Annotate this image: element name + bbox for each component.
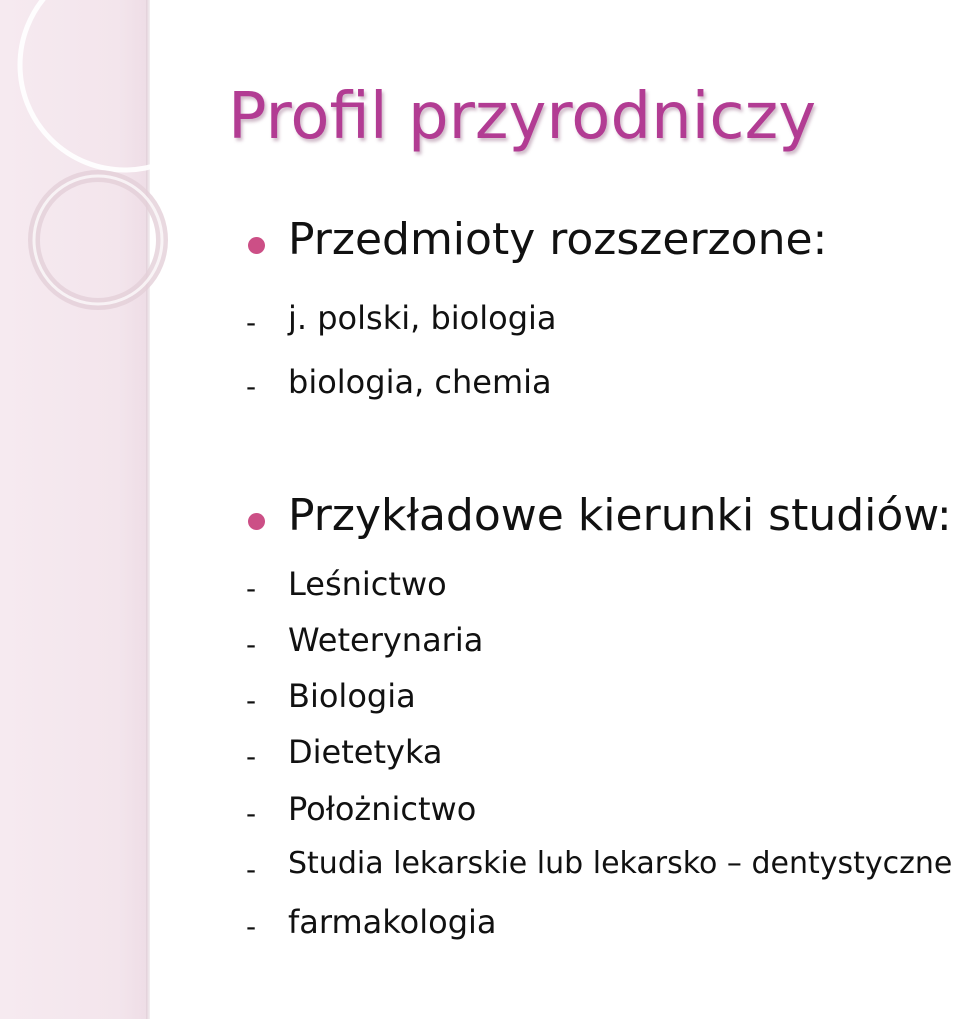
section-heading: Przedmioty rozszerzone: — [288, 214, 828, 265]
dash-marker: - — [246, 740, 257, 773]
list-item: Weterynaria — [288, 621, 484, 659]
dash-marker: - — [246, 684, 257, 717]
dash-marker: - — [246, 910, 257, 943]
list-item: biologia, chemia — [288, 363, 552, 401]
list-item: j. polski, biologia — [288, 299, 557, 337]
decorative-ring-small-inner — [34, 176, 162, 304]
slide-title: Profil przyrodniczy — [228, 80, 817, 154]
list-item: Biologia — [288, 677, 416, 715]
dash-marker: - — [246, 628, 257, 661]
dash-marker: - — [246, 572, 257, 605]
decorative-rings — [0, 0, 230, 340]
list-item: farmakologia — [288, 903, 497, 941]
decorative-ring-large — [20, 0, 230, 170]
section-heading: Przykładowe kierunki studiów: — [288, 490, 952, 541]
list-item: Studia lekarskie lub lekarsko – dentystyczne — [288, 846, 953, 881]
list-item: Leśnictwo — [288, 565, 447, 603]
dash-marker: - — [246, 797, 257, 830]
dash-marker: - — [246, 370, 257, 403]
dash-marker: - — [246, 853, 257, 886]
bullet-dot — [248, 513, 265, 530]
bullet-dot — [248, 237, 265, 254]
list-item: Dietetyka — [288, 733, 443, 771]
list-item: Położnictwo — [288, 790, 477, 828]
dash-marker: - — [246, 306, 257, 339]
